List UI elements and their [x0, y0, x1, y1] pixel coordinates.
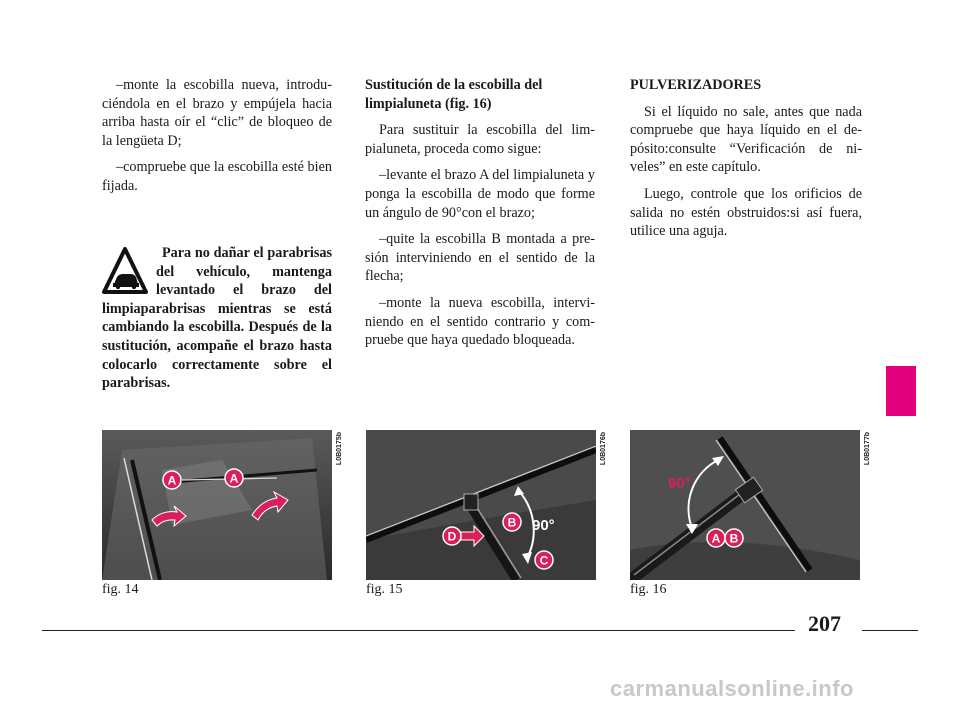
figure-caption: fig. 16 [630, 582, 667, 597]
figure-caption: fig. 14 [102, 582, 139, 597]
figure-blade-detach [366, 430, 596, 580]
angle-label: 90° [668, 475, 691, 492]
svg-text:D: D [447, 529, 457, 544]
column-right [630, 76, 862, 249]
paragraph-remove-blade: –quite la escobilla B montada a presión interviniendo en el sentido de la flecha; [365, 231, 595, 285]
figure-code: L0B0177b [864, 432, 871, 466]
section-heading-rear-wiper: Sustitución de la escobilla del limpialuneta (fig. 16) [365, 77, 543, 112]
footer-rule-right [862, 630, 918, 631]
paragraph-lift-arm: –levante el brazo A del limpialuneta y ponga la escobilla de modo que forme un ángulo de 90°con el brazo; [365, 167, 595, 221]
figure-label-a [707, 529, 725, 547]
column-middle [365, 76, 595, 358]
figure-label-b [725, 529, 743, 547]
svg-text:A: A [711, 531, 721, 546]
footer-rule-left [42, 630, 795, 631]
paragraph-intro: Para sustituir la escobilla del limpialuneta, proceda como sigue: [365, 122, 595, 157]
angle-label: 90° [532, 517, 555, 534]
svg-text:C: C [539, 553, 549, 568]
svg-text:A: A [229, 471, 239, 486]
svg-text:B: B [507, 515, 517, 530]
paragraph-check-blade: –compruebe que la escobilla esté bien fijada. [102, 159, 332, 194]
figure-rear-wiper [630, 430, 860, 580]
svg-text:B: B [729, 531, 739, 546]
paragraph-check-nozzles: Luego, controle que los orificios de salida no estén obstruidos:si así fuera, utilice una aguja. [630, 185, 862, 240]
warning-box [102, 244, 332, 393]
figure-label-a-second [225, 469, 243, 487]
figure-code: L0B0176b [600, 432, 607, 466]
figure-label-d [443, 527, 461, 545]
figure-caption: fig. 15 [366, 582, 403, 597]
figure-windshield-wipers [102, 430, 332, 580]
page-number: 207 [808, 611, 841, 636]
section-heading-sprayers: PULVERIZADORES [630, 77, 762, 93]
figure-label-c [535, 551, 553, 569]
chapter-tab [886, 366, 916, 416]
paragraph-check-liquid: Si el líquido no sale, antes que nada compruebe que haya líquido en el depósito:consulte “Verificación de niveles” en este capítulo. [630, 103, 862, 176]
warning-triangle-car-icon [102, 246, 148, 296]
svg-text:A: A [167, 473, 177, 488]
watermark: carmanualsonline.info [610, 676, 854, 701]
figure-label-b [503, 513, 521, 531]
column-left [102, 76, 332, 204]
paragraph-mount-new: –monte la nueva escobilla, interviniendo en el sentido contrario y compruebe que haya quedado bloqueada. [365, 294, 595, 349]
paragraph-install-blade: –monte la escobilla nueva, introduciéndola en el brazo y empújela hacia arriba hasta oír el “clic” de bloqueo de la lengüeta D; [102, 77, 332, 149]
figure-label-a [163, 471, 181, 489]
figure-code: L0B0175b [336, 432, 343, 466]
warning-text: Para no dañar el parabrisas del vehículo, mantenga levantado el brazo del limpiaparabrisas mientras se está cambiando la escobilla. Después de la sustitución, acompañe el brazo hasta colocarlo correctamente sobre el parabrisas. [102, 245, 332, 392]
